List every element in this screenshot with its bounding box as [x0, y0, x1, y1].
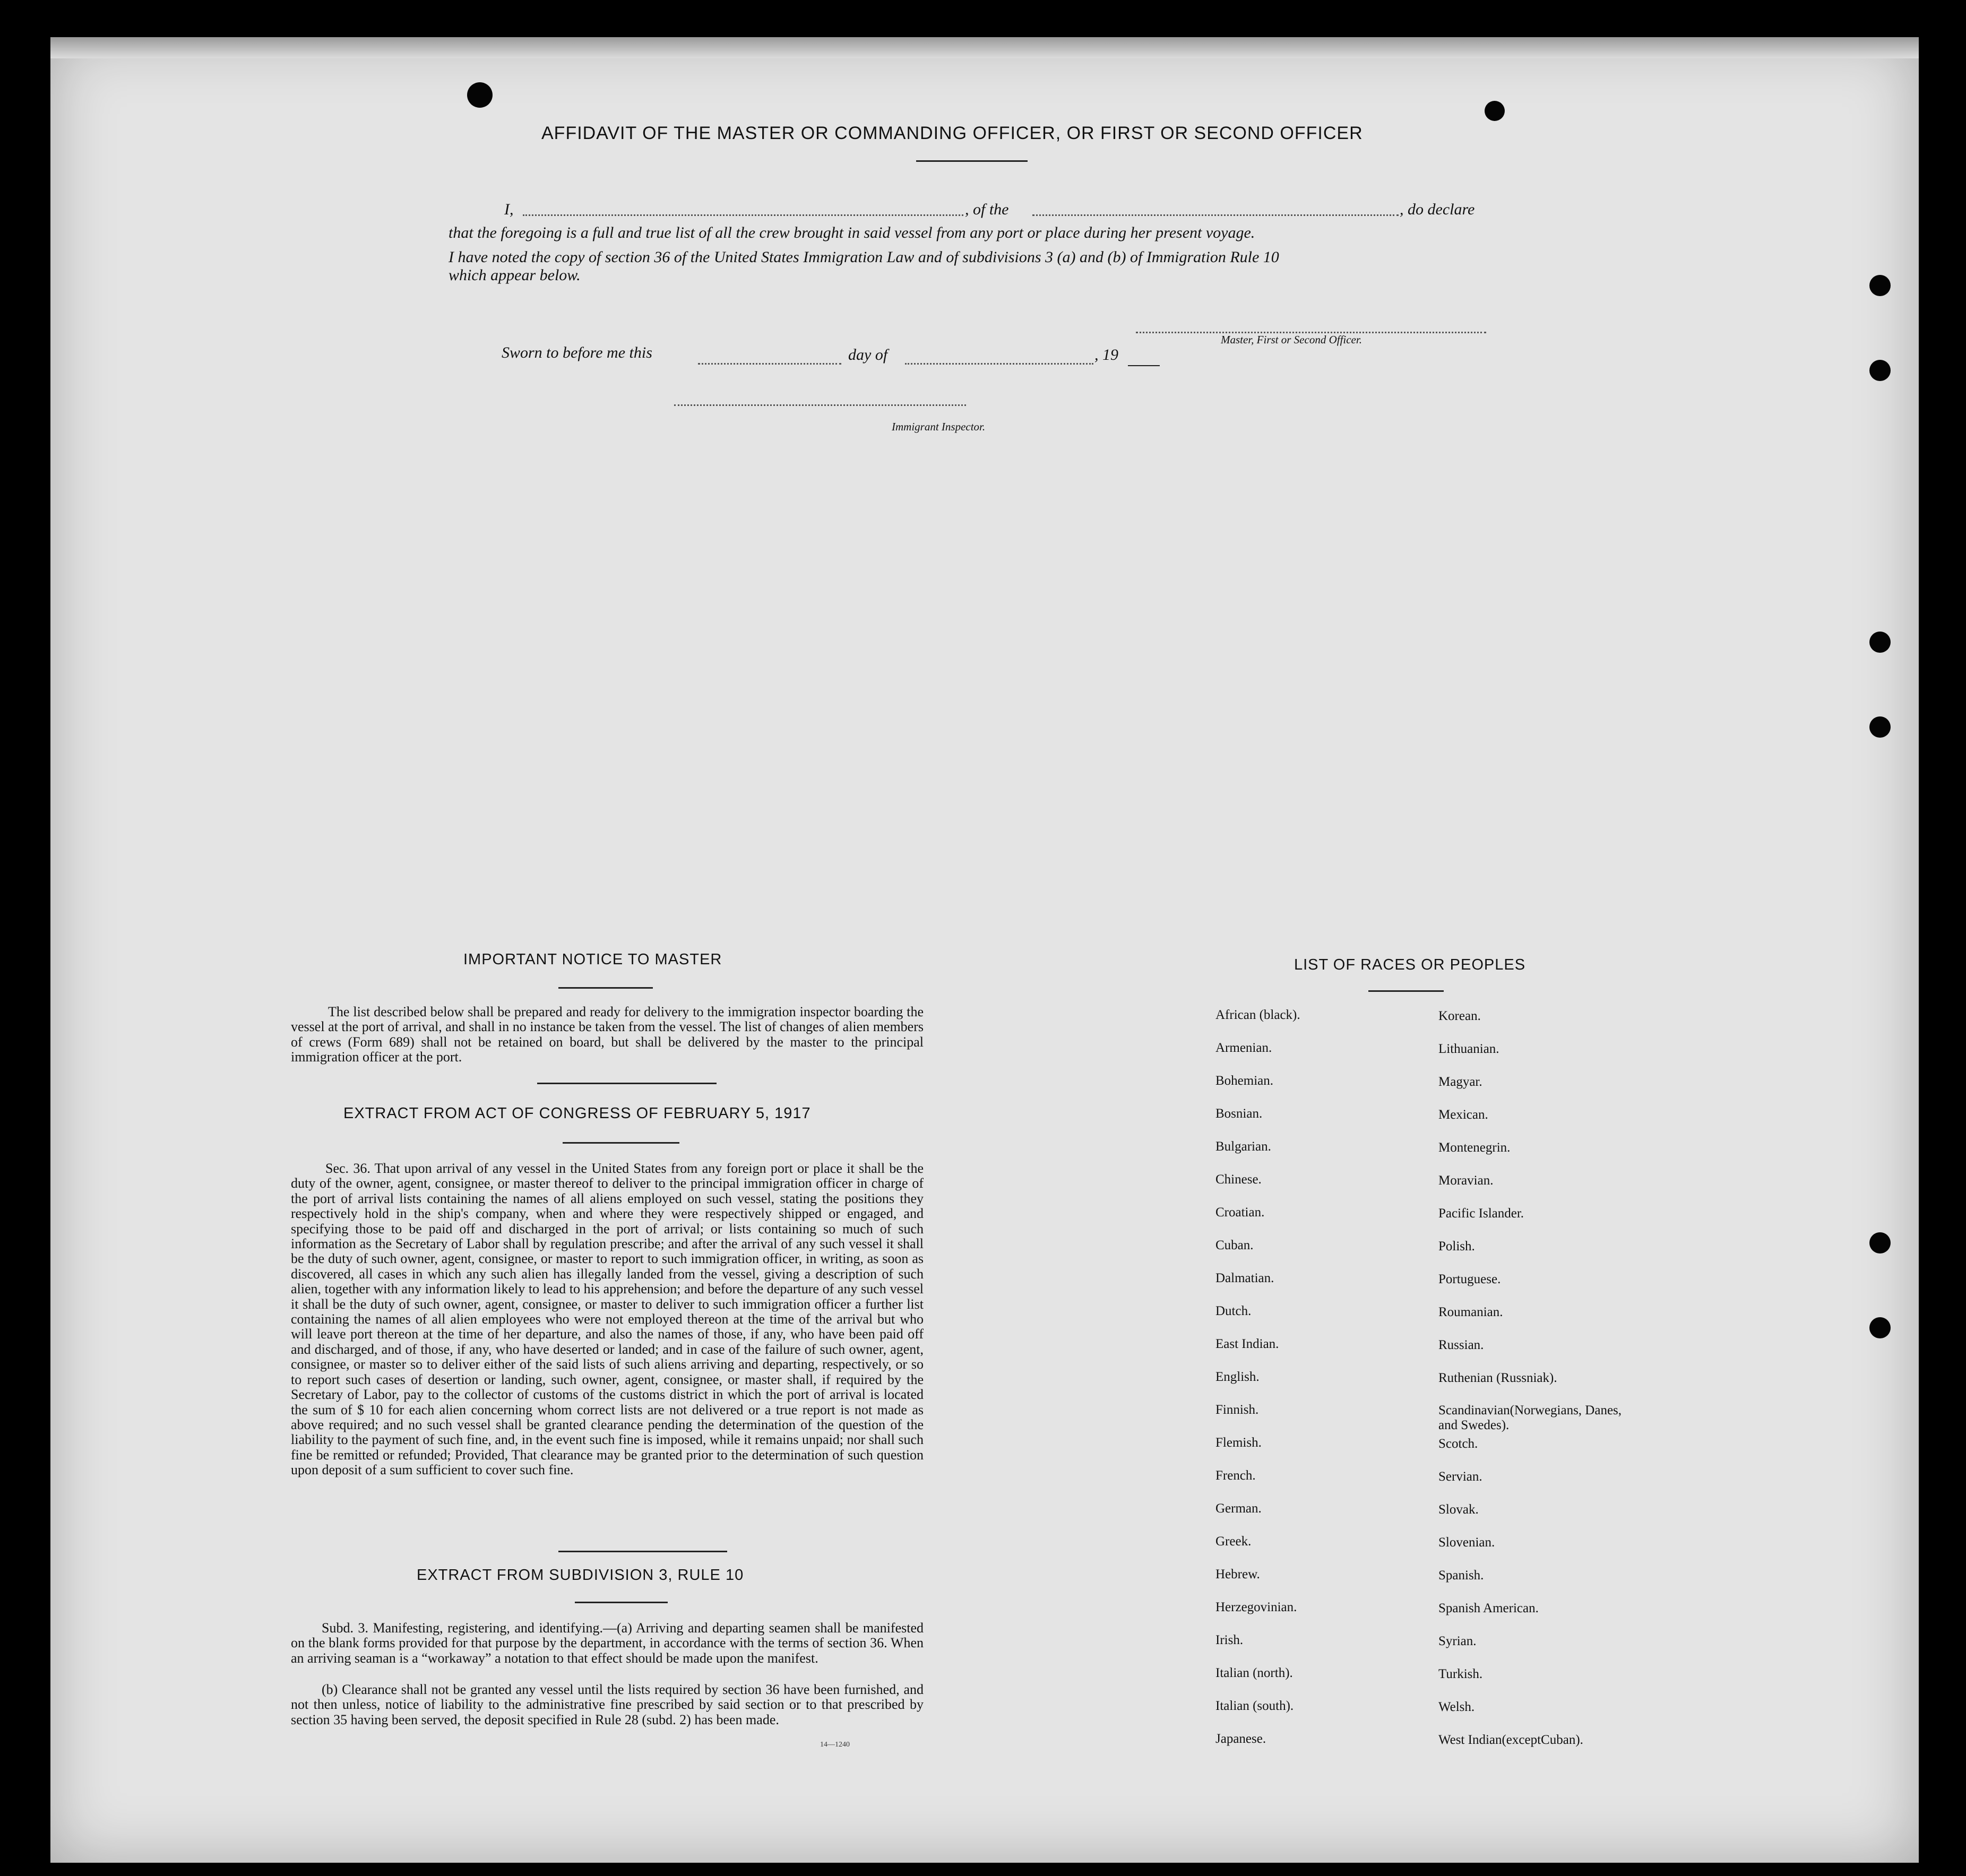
affidavit-line-4: which appear below. — [449, 266, 581, 284]
race-item: French. — [1215, 1468, 1256, 1483]
punch-hole — [1869, 716, 1891, 738]
affidavit-title: AFFIDAVIT OF THE MASTER OR COMMANDING OFFICER, OR FIRST OR SECOND OFFICER — [541, 123, 1363, 143]
affidavit-line-3: I have noted the copy of section 36 of the United States Immigration Law and of subdivisions 3 (a) and (b) of Immigration Rule 10 — [449, 248, 1279, 266]
race-item: Scotch. — [1438, 1437, 1478, 1451]
document-page — [50, 37, 1919, 1863]
year-label: , 19 — [1094, 346, 1118, 364]
sworn-year-field[interactable] — [1128, 365, 1160, 366]
race-item: Scandinavian(Norwegians, Danes, and Swedes). — [1438, 1403, 1622, 1432]
race-item: Spanish American. — [1438, 1601, 1539, 1615]
race-item: Spanish. — [1438, 1568, 1484, 1583]
punch-hole — [1485, 101, 1505, 121]
affidavit-do-declare: , do declare — [1400, 201, 1475, 218]
races-right-column — [1438, 1008, 1629, 1765]
race-item: Russian. — [1438, 1338, 1484, 1352]
race-item: Flemish. — [1215, 1436, 1262, 1450]
day-of-label: day of — [848, 346, 888, 364]
page-top-edge — [50, 37, 1919, 58]
race-item: Cuban. — [1215, 1238, 1254, 1252]
race-item: African (black). — [1215, 1008, 1300, 1022]
notice-title: IMPORTANT NOTICE TO MASTER — [463, 951, 722, 968]
punch-hole — [467, 82, 493, 108]
rule-text-a: Subd. 3. Manifesting, registering, and identifying.—(a) Arriving and departing seamen shall be manifested on the blank forms provided for that purpose by the department, in accordance with the terms of section 36. When an arriving seaman is a “workaway” a notation to that effect should be made upon the manifest. — [291, 1620, 924, 1666]
race-item: West Indian(exceptCuban). — [1438, 1733, 1583, 1747]
form-number: 14—1240 — [820, 1741, 850, 1749]
race-item: Turkish. — [1438, 1667, 1483, 1681]
race-item: Bohemian. — [1215, 1074, 1274, 1088]
race-item: Montenegrin. — [1438, 1140, 1511, 1155]
inspector-label: Immigrant Inspector. — [892, 420, 986, 433]
race-item: Croatian. — [1215, 1205, 1265, 1220]
vessel-name-field[interactable] — [1032, 214, 1399, 216]
race-item: Syrian. — [1438, 1634, 1477, 1648]
act-title: EXTRACT FROM ACT OF CONGRESS OF FEBRUARY 5, 1917 — [343, 1105, 811, 1122]
race-item: Magyar. — [1438, 1075, 1482, 1089]
sworn-label: Sworn to before me this — [502, 344, 652, 361]
race-item: East Indian. — [1215, 1337, 1279, 1351]
race-item: Roumanian. — [1438, 1305, 1503, 1319]
affidavit-line-2: that the foregoing is a full and true list of all the crew brought in said vessel from any port or place during her present voyage. — [449, 224, 1255, 241]
race-item: German. — [1215, 1501, 1262, 1516]
inspector-signature-field[interactable] — [674, 404, 966, 406]
race-item: Herzegovinian. — [1215, 1600, 1297, 1614]
race-item: Ruthenian (Russniak). — [1438, 1371, 1557, 1385]
rule-text-b: (b) Clearance shall not be granted any vessel until the lists required by section 36 have been furnished, and not then unless, notice of liability to the administrative fine prescribed by said section or to that prescribed by section 35 having been served, the deposit specified in Rule 28 (subd. 2) has been made. — [291, 1682, 924, 1727]
sworn-day-field[interactable] — [698, 363, 841, 365]
rule-title: EXTRACT FROM SUBDIVISION 3, RULE 10 — [417, 1567, 744, 1584]
notice-rule — [558, 987, 653, 989]
affidavit-of-the: , of the — [965, 201, 1009, 218]
act-rule — [563, 1142, 679, 1144]
race-item: Mexican. — [1438, 1108, 1488, 1122]
race-item: Dalmatian. — [1215, 1271, 1274, 1285]
race-item: Portuguese. — [1438, 1272, 1501, 1286]
race-item: Slovak. — [1438, 1502, 1479, 1517]
race-item: Pacific Islander. — [1438, 1206, 1524, 1221]
punch-hole — [1869, 275, 1891, 296]
race-item: Servian. — [1438, 1469, 1482, 1484]
race-item: Japanese. — [1215, 1732, 1266, 1746]
punch-hole — [1869, 360, 1891, 381]
races-title: LIST OF RACES OR PEOPLES — [1294, 956, 1526, 973]
race-item: Chinese. — [1215, 1172, 1262, 1187]
race-item: Polish. — [1438, 1239, 1475, 1253]
master-signature-label: Master, First or Second Officer. — [1221, 333, 1362, 346]
punch-hole — [1869, 1317, 1891, 1338]
race-item: Hebrew. — [1215, 1567, 1260, 1581]
race-item: Bulgarian. — [1215, 1139, 1271, 1154]
race-item: Welsh. — [1438, 1700, 1475, 1714]
races-left-column — [1215, 1007, 1300, 1764]
race-item: Dutch. — [1215, 1304, 1252, 1318]
races-rule — [1368, 990, 1444, 992]
race-item: Lithuanian. — [1438, 1042, 1499, 1056]
rule-rule — [575, 1602, 668, 1603]
affidavit-pronoun: I, — [504, 201, 514, 218]
race-item: Greek. — [1215, 1534, 1252, 1549]
master-name-field[interactable] — [523, 214, 963, 216]
race-item: Italian (south). — [1215, 1699, 1294, 1713]
race-item: Korean. — [1438, 1009, 1481, 1023]
sworn-month-field[interactable] — [905, 363, 1093, 365]
act-text: Sec. 36. That upon arrival of any vessel in the United States from any foreign port or place it shall be the duty of the owner, agent, consignee, or master thereof to deliver to the principal immigration officer in charge of the port of arrival lists containing the names of all aliens employed on such vessel, stating the positions they respectively hold in the ship's company, when and where they were respectively shipped or engaged, and specifying those to be paid off and discharged in the port of arrival; or lists containing so much of such information as the Secretary of Labor shall by regulation prescribe; and after the arrival of any such vessel it shall be the duty of such owner, agent, consignee, or master to report to such immigration officer, in writing, as soon as discovered, all cases in which any such alien has illegally landed from the vessel, giving a description of such alien, together with any information likely to lead to his apprehension; and before the departure of any such vessel it shall be the duty of such owner, agent, consignee, or master to deliver to such immigration officer a further list containing the names of all alien employees who were not employed thereon at the time of the arrival but who will leave port thereon at the time of her departure, and also the names of those, if any, who have been paid off and discharged, and of those, if any, who have deserted or landed; and in case of the failure of such owner, agent, consignee, or master so to deliver either of the said lists of such aliens arriving and departing, respectively, or so to report such cases of desertion or landing, such owner, agent, consignee, or master shall, if required by the Secretary of Labor, pay to the collector of customs of the customs district in which the port of arrival is located the sum of $ 10 for each alien concerning whom correct lists are not delivered or a true report is not made as above required; and no such vessel shall be granted clearance pending the determination of the question of the liability to the payment of such fine, and, in the event such fine is imposed, while it remains unpaid; nor shall such fine be remitted or refunded; Provided, That clearance may be granted prior to the determination of such question upon deposit of a sum sufficient to cover such fine. — [291, 1161, 924, 1478]
race-item: Bosnian. — [1215, 1106, 1263, 1121]
affidavit-title-rule — [916, 160, 1028, 162]
race-item: Moravian. — [1438, 1173, 1494, 1188]
race-item: Finnish. — [1215, 1403, 1259, 1417]
race-item: Irish. — [1215, 1633, 1244, 1647]
race-item: Slovenian. — [1438, 1535, 1495, 1550]
notice-bottom-rule — [537, 1083, 717, 1084]
punch-hole — [1869, 632, 1891, 653]
race-item: English. — [1215, 1370, 1260, 1384]
act-bottom-rule — [558, 1551, 727, 1552]
notice-text: The list described below shall be prepared and ready for delivery to the immigration inspector boarding the vessel at the port of arrival, and shall in no instance be taken from the vessel. The list of changes of alien members of crews (Form 689) shall not be retained on board, but shall be delivered by the master to the principal immigration officer at the port. — [291, 1004, 924, 1065]
race-item: Italian (north). — [1215, 1666, 1293, 1680]
punch-hole — [1869, 1232, 1891, 1253]
race-item: Armenian. — [1215, 1041, 1272, 1055]
